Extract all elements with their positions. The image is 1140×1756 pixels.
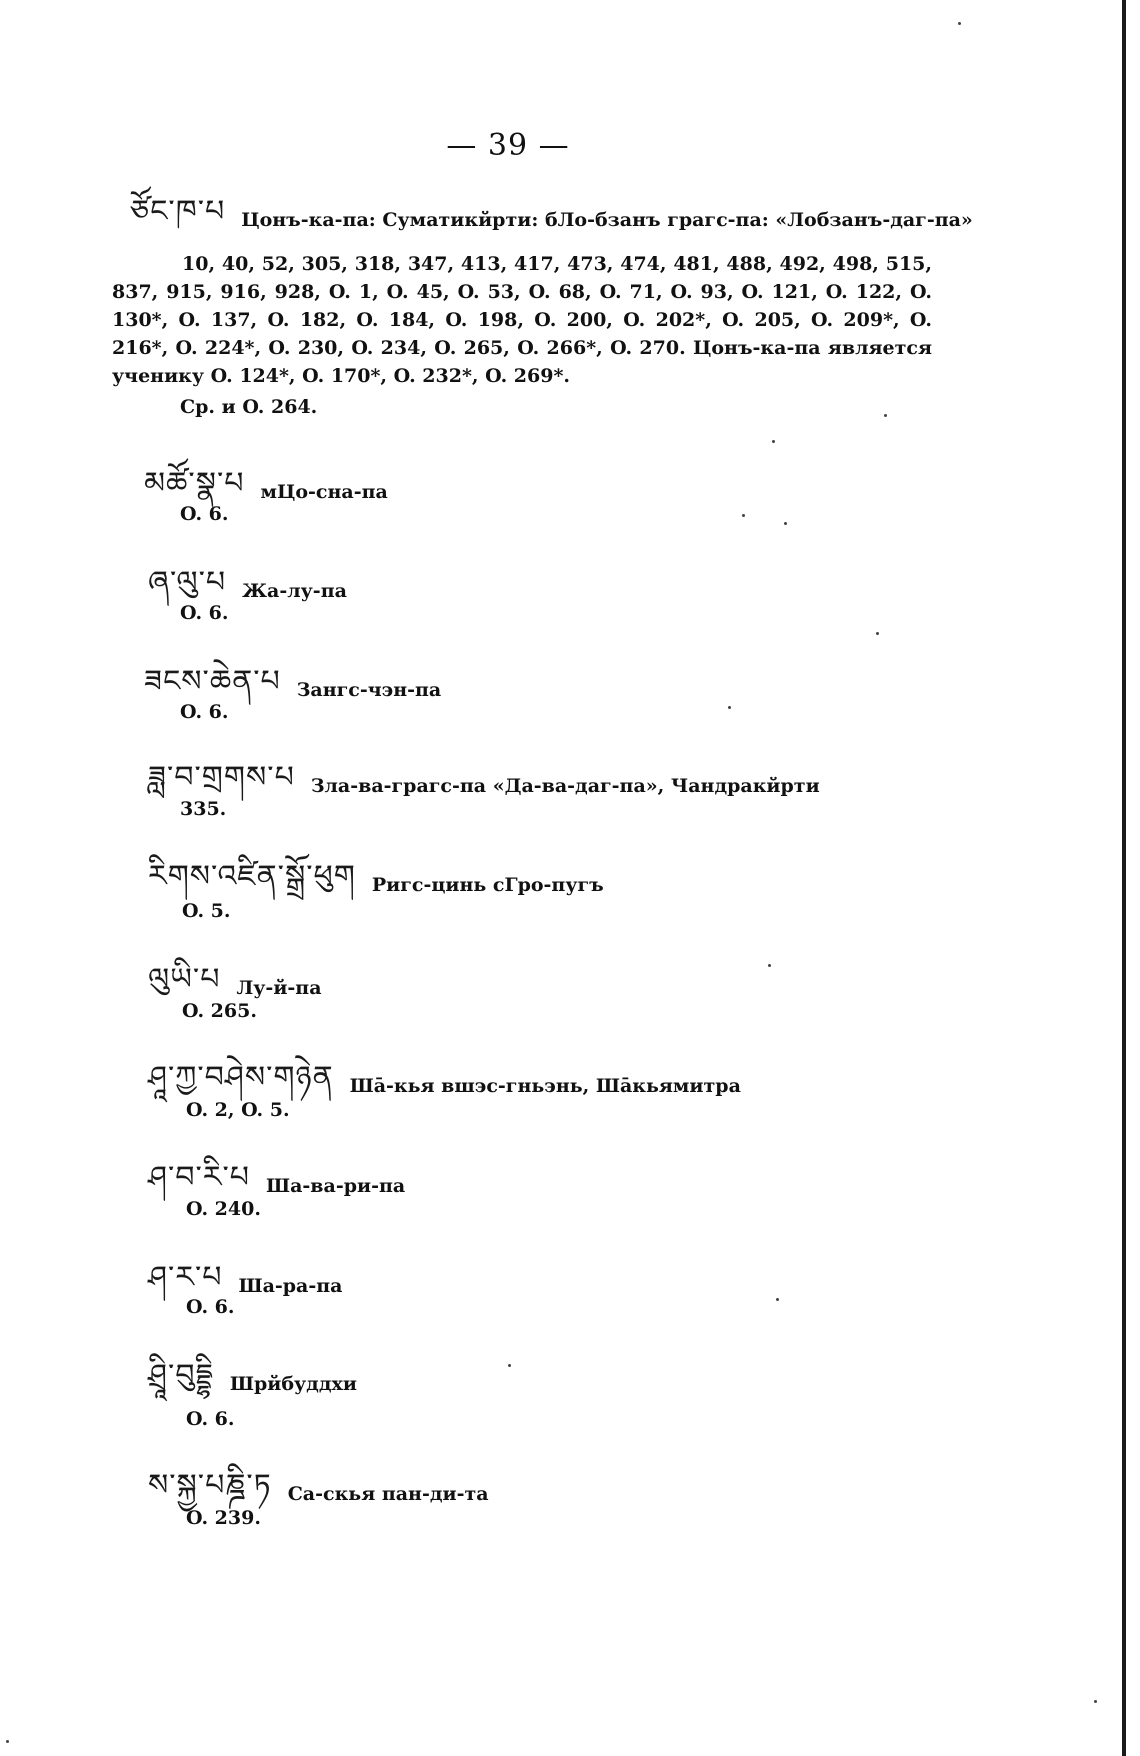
- scan-speck: [728, 706, 731, 709]
- entry-heading: [148, 744, 820, 828]
- scan-speck: [876, 632, 879, 635]
- entry-heading: [148, 549, 347, 633]
- tibetan-term: ཟངས་ཆེན་པ: [144, 664, 281, 699]
- tibetan-term: ཞ་ལུ་པ: [148, 565, 227, 600]
- russian-term: Цонъ-ка-па: Суматикйрти: бЛо-бзанъ грагс-па: «Лобзанъ-даг-па»: [241, 209, 973, 231]
- russian-term: Ша-ра-па: [238, 1275, 343, 1297]
- russian-term: Лу-й-па: [236, 977, 322, 999]
- entry-heading: [148, 1244, 342, 1328]
- tibetan-term: ས་སྐྱ་པཎྜི་ཏ: [148, 1468, 272, 1503]
- entry-references: O. 6.: [180, 602, 229, 624]
- entry-references: O. 2, O. 5.: [186, 1099, 290, 1121]
- tibetan-term: ཟླ་བ་གྲགས་པ: [148, 760, 295, 795]
- russian-term: мЦо-сна-па: [260, 481, 388, 503]
- scan-speck: [776, 1298, 779, 1301]
- russian-term: Шā-кья вшэс-гньэнь, Шāкьямитра: [349, 1075, 741, 1097]
- russian-term: Шрйбуддхи: [229, 1373, 357, 1395]
- scan-speck: [772, 440, 775, 443]
- scan-speck: [768, 964, 771, 967]
- tibetan-term: ཤྲཱི་བུདྡྷི: [148, 1358, 214, 1393]
- scan-speck: [958, 22, 961, 25]
- entry-references: O. 6.: [180, 701, 229, 723]
- see-also-note: Ср. и O. 264.: [180, 396, 318, 418]
- scan-speck: [508, 1364, 511, 1367]
- tibetan-term: ཙོང་ཁ་པ: [130, 194, 226, 229]
- scan-speck: [784, 522, 787, 525]
- entry-references: O. 239.: [186, 1507, 261, 1529]
- tibetan-term: ཤ་བ་རི་པ: [148, 1160, 251, 1195]
- entry-references: 10, 40, 52, 305, 318, 347, 413, 417, 473, 474, 481, 488, 492, 498, 515, 837, 915, 916, 928, O. 1, O. 45, O. 53, O. 68, O. 71, O. 93, O. 121, O. 122, O. 130*, O. 137, O. 182, O. 184, O. 198, O. 200, O. 202*, O. 205, O. 209*, O. 216*, O. 224*, O. 230, O. 234, O. 265, O. 266*, O. 270. Цонъ-ка-па является ученику O. 124*, O. 170*, O. 232*, O. 269*.: [112, 253, 932, 387]
- page-number: — 39 —: [446, 128, 570, 163]
- entry-references: O. 6.: [180, 503, 229, 525]
- russian-term: Ша-ва-ри-па: [266, 1175, 406, 1197]
- russian-term: Ригс-цинь сГро-пугъ: [371, 874, 604, 896]
- tibetan-term: མཚོ་སྣ་པ: [144, 466, 245, 501]
- entry-references: O. 6.: [186, 1296, 235, 1318]
- entry-references: O. 6.: [186, 1408, 235, 1430]
- tibetan-term: ཤ་ར་པ: [148, 1260, 223, 1295]
- russian-term: Са-скья пан-ди-та: [287, 1483, 489, 1505]
- entry-references: O. 265.: [182, 1000, 257, 1022]
- entry-references: O. 5.: [182, 900, 231, 922]
- russian-term: Зангс-чэн-па: [296, 679, 442, 701]
- entry-heading: [148, 1342, 357, 1426]
- scan-speck: [1094, 1700, 1097, 1703]
- russian-term: Жа-лу-па: [242, 580, 347, 602]
- page-edge: [1122, 0, 1126, 1756]
- scan-speck: [884, 414, 887, 417]
- scan-speck: [742, 514, 745, 517]
- tibetan-term: ལུཡི་པ: [148, 962, 221, 997]
- russian-term: Зла-ва-грагс-па «Да-ва-даг-па», Чандракйрти: [310, 775, 820, 797]
- tibetan-term: ཤཱ་ཀྱ་བཤེས་གཉེན: [148, 1060, 334, 1095]
- tibetan-term: རིགས་འཛིན་སྒྲོ་ཕུག: [148, 859, 356, 894]
- scan-speck: [6, 1740, 9, 1743]
- entry-references: O. 240.: [186, 1198, 261, 1220]
- entry-references: 335.: [180, 798, 227, 820]
